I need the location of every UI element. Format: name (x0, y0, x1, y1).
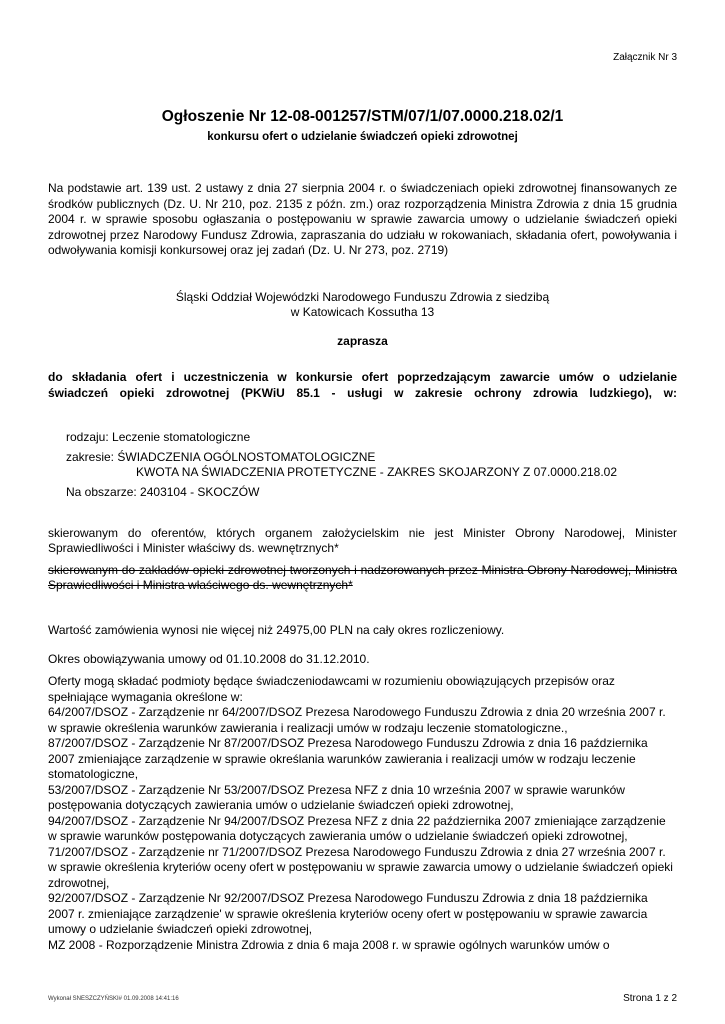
regulation-item: 71/2007/DSOZ - Zarządzenie nr 71/2007/DSOZ Prezesa Narodowego Funduszu Zdrowia z dnia 27 września 2007 r. w sprawie określenia kryteriów oceny ofert w postępowaniu w sprawie zawarcia umowy o udzielanie świadczeń opieki zdrowotnej, (48, 844, 673, 890)
institution-name: Śląski Oddział Wojewódzki Narodowego Funduszu Zdrowia z siedzibą (175, 290, 550, 304)
type-label: rodzaju: (66, 430, 109, 444)
scope-value-1: ŚWIADCZENIA OGÓLNOSTOMATOLOGICZNE (117, 449, 376, 464)
scope-value-2: KWOTA NA ŚWIADCZENIA PROTETYCZNE - ZAKRES SKOJARZONY Z 07.0000.218.02 (136, 465, 618, 479)
regulation-item: 87/2007/DSOZ - Zarządzenie Nr 87/2007/DSOZ Prezesa Narodowego Funduszu Zdrowia z dnia 16 października 2007 zmieniające zarządzenie w sprawie określania warunków zawierania i realizacji umów w rodzaju leczenie stomatologiczne, (48, 736, 648, 781)
call-for-offers (48, 369, 677, 401)
scope-row-2 (66, 465, 677, 481)
footer-prepared-by: Wykonał SNESZCZYŃSKI# 01.09.2008 14:41:16 (48, 996, 179, 1002)
regulation-item: 92/2007/DSOZ - Zarządzenie Nr 92/2007/DSOZ Prezesa Narodowego Funduszu Zdrowia z dnia 18 października 2007 r. zmieniające zarządzenie' w sprawie określenia kryteriów oceny ofert w postępowaniu w sprawie zawarcia umowy o udzielanie świadczeń opieki zdrowotnej, (48, 891, 648, 936)
offers-section (48, 674, 677, 953)
call-line-2: świadczeń opieki zdrowotnej (PKWiU 85.1 - usługi w zakresie ochrony zdrowia ludzkiego), w: (48, 386, 677, 400)
area-value: 2403104 - SKOCZÓW (140, 484, 260, 499)
document-title: Ogłoszenie Nr 12-08-001257/STM/07/1/07.0000.218.02/1 (161, 108, 564, 125)
area-row (66, 485, 677, 501)
struck-addressed-paragraph: skierowanym do zakładów opieki zdrowotnej tworzonych i nadzorowanych przez Ministra Obrony Narodowej, Ministra Sprawiedliwości i Ministra właściwego ds. wewnętrznych* (48, 563, 677, 592)
offers-intro: Oferty mogą składać podmioty będące świadczeniodawcami w rozumieniu obowiązujących przepisów oraz spełniające wymagania określone w: (48, 674, 615, 704)
area-label: Na obszarze: (66, 484, 137, 499)
regulation-item: MZ 2008 - Rozporządzenie Ministra Zdrowia z dnia 6 maja 2008 r. w sprawie ogólnych warunków umów o (48, 937, 610, 952)
regulation-item: 94/2007/DSOZ - Zarządzenie Nr 94/2007/DSOZ Prezesa NFZ z dnia 22 października 2007 zmieniające zarządzenie w sprawie warunków postępowania dotyczących zawierania umów o udzielanie świadczeń opieki zdrowotnej, (48, 813, 666, 843)
contract-details (66, 430, 677, 500)
type-value: Leczenie stomatologiczne (112, 430, 251, 444)
footer-page-number: Strona 1 z 2 (623, 993, 677, 1004)
institution-address: w Katowicach Kossutha 13 (290, 305, 435, 319)
call-line-1: do składania ofert i uczestniczenia w konkursie ofert poprzedzającym zawarcie umów o udzielanie (48, 370, 677, 384)
document-subtitle: konkursu ofert o udzielanie świadczeń opieki zdrowotnej (207, 131, 518, 143)
addressed-to-paragraph: skierowanym do oferentów, których organem założycielskim nie jest Minister Obrony Narodowej, Minister Sprawiedliwości i Minister właściwy ds. wewnętrznych* (48, 526, 677, 555)
invites-heading: zaprasza (337, 334, 388, 348)
scope-row (66, 450, 677, 466)
regulation-item: 64/2007/DSOZ - Zarządzenie nr 64/2007/DSOZ Prezesa Narodowego Funduszu Zdrowia z dnia 20 września 2007 r. w sprawie określenia warunków zawierania i realizacji umów w rodzaju leczenie stomatologiczne., (48, 705, 666, 735)
contract-period: Okres obowiązywania umowy od 01.10.2008 do 31.12.2010. (48, 652, 370, 666)
scope-label: zakresie: (66, 449, 115, 464)
order-value: Wartość zamówienia wynosi nie więcej niż 24975,00 PLN na cały okres rozliczeniowy. (48, 623, 505, 637)
annex-label: Załącznik Nr 3 (613, 52, 677, 63)
institution-block (48, 290, 677, 320)
regulation-item: 53/2007/DSOZ - Zarządzenie Nr 53/2007/DSOZ Prezesa NFZ z dnia 10 września 2007 w sprawie warunków postępowania dotyczących zawierania umów o udzielanie świadczeń opieki zdrowotnej, (48, 782, 625, 812)
type-row (66, 430, 677, 446)
legal-basis-paragraph: Na podstawie art. 139 ust. 2 ustawy z dnia 27 sierpnia 2004 r. o świadczeniach opieki zdrowotnej finansowanych ze środków publicznych (Dz. U. Nr 210, poz. 2135 z późn. zm.) oraz rozporządzenia Ministra Zdrowia z dnia 15 grudnia 2004 r. w sprawie sposobu ogłaszania o postępowaniu w sprawie zawarcia umowy o udzielanie świadczeń opieki zdrowotnej przez Narodowy Fundusz Zdrowia, zapraszania do udziału w rokowaniach, składania ofert, powoływania i odwoływania komisji konkursowej oraz jej zadań (Dz. U. Nr 273, poz. 2719) (48, 181, 677, 257)
